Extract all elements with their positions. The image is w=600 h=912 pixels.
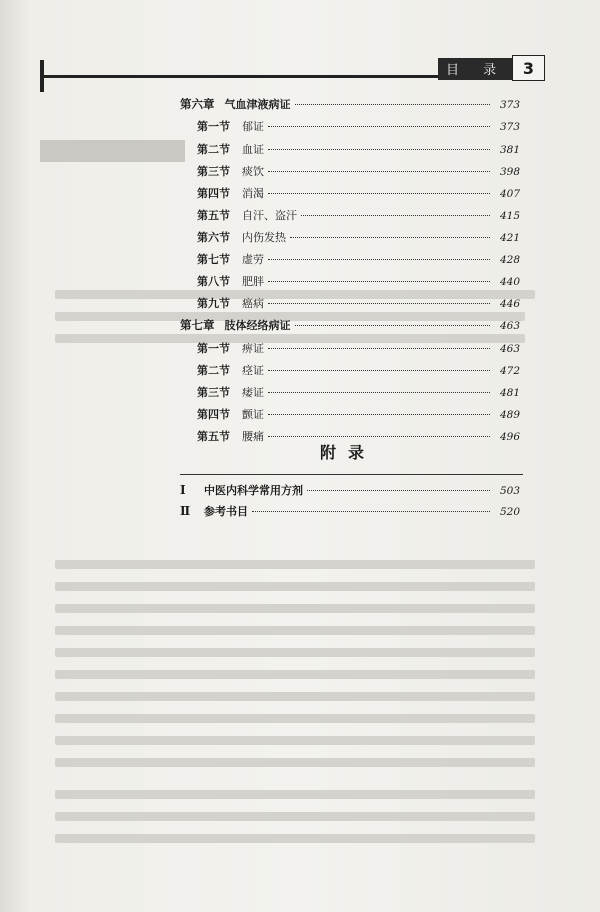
toc-leader-dots <box>301 215 490 216</box>
toc-entry-number: 第四节 <box>197 408 230 421</box>
toc-entry-number: 第一节 <box>197 120 230 133</box>
toc-section-row <box>180 207 520 227</box>
toc-entry-page: 463 <box>499 320 520 332</box>
toc-entry-page: 496 <box>499 431 520 443</box>
toc-leader-dots <box>290 237 490 238</box>
toc-section-row <box>180 141 520 161</box>
toc-entry-page: 481 <box>499 387 520 399</box>
toc-entry-title: 郁证 <box>242 120 264 133</box>
toc-entry-number: 第一节 <box>197 342 230 355</box>
toc-entry-page: 398 <box>499 166 520 178</box>
toc-entry-number: 第七节 <box>197 253 230 266</box>
toc-leader-dots <box>268 171 490 172</box>
toc-section-row <box>180 406 520 426</box>
toc-section-row <box>180 185 520 205</box>
show-through-line <box>55 692 535 701</box>
toc-entry-title: 肢体经络病证 <box>224 319 291 332</box>
toc-leader-dots <box>268 414 490 415</box>
show-through-line <box>55 758 535 767</box>
toc-section-row <box>180 295 520 315</box>
toc-entry-page: 407 <box>499 188 520 200</box>
show-through-line <box>55 834 535 843</box>
show-through-line <box>55 714 535 723</box>
toc-leader-dots <box>268 392 490 393</box>
toc-leader-dots <box>268 370 490 371</box>
toc-chapter-row <box>180 96 520 116</box>
toc-entry-title: 肥胖 <box>242 275 264 288</box>
appendix-entry-number: Ⅰ <box>180 483 186 497</box>
show-through-line <box>55 670 535 679</box>
toc-leader-dots <box>268 193 490 194</box>
appendix-row <box>180 482 520 502</box>
toc-entry-page: 446 <box>499 298 520 310</box>
toc-section-row <box>180 163 520 183</box>
toc-entry-number: 第二节 <box>197 364 230 377</box>
appendix-leader-dots <box>252 511 490 512</box>
toc-entry-title: 颤证 <box>242 408 264 421</box>
toc-entry-title: 气血津液病证 <box>224 98 291 111</box>
show-through-line <box>55 812 535 821</box>
toc-entry-number: 第六节 <box>197 231 230 244</box>
toc-entry-number: 第三节 <box>197 386 230 399</box>
toc-entry-page: 373 <box>499 121 520 133</box>
page-number: 3 <box>512 55 545 81</box>
appendix-leader-dots <box>307 490 490 491</box>
appendix-entry-title: 参考书目 <box>204 505 248 518</box>
toc-entry-page: 373 <box>499 99 520 111</box>
appendix-entry-title: 中医内科学常用方剂 <box>204 484 303 497</box>
toc-entry-page: 381 <box>499 144 520 156</box>
toc-entry-page: 428 <box>499 254 520 266</box>
show-through-line <box>55 560 535 569</box>
toc-entry-page: 421 <box>499 232 520 244</box>
show-through-line <box>55 648 535 657</box>
appendix-entry-page: 520 <box>499 506 520 518</box>
header-label: 目 录 <box>446 63 507 78</box>
toc-section-row <box>180 362 520 382</box>
toc-entry-title: 癌病 <box>242 297 264 310</box>
toc-leader-dots <box>295 325 491 326</box>
toc-entry-title: 血证 <box>242 143 264 156</box>
toc-section-row <box>180 229 520 249</box>
appendix-entry-page: 503 <box>499 485 520 497</box>
toc-entry-number: 第五节 <box>197 430 230 443</box>
toc-entry-page: 415 <box>499 210 520 222</box>
toc-section-row <box>180 118 520 138</box>
toc-entry-page: 472 <box>499 365 520 377</box>
toc-entry-number: 第二节 <box>197 143 230 156</box>
toc-leader-dots <box>295 104 491 105</box>
toc-entry-number: 第四节 <box>197 187 230 200</box>
toc-entry-number: 第六章 <box>180 97 215 111</box>
toc-entry-page: 440 <box>499 276 520 288</box>
toc-entry-page: 463 <box>499 343 520 355</box>
toc-leader-dots <box>268 436 490 437</box>
appendix-entry-number: Ⅱ <box>180 504 191 518</box>
toc-section-row <box>180 251 520 271</box>
toc-leader-dots <box>268 149 490 150</box>
toc-entry-number: 第八节 <box>197 275 230 288</box>
show-through-line <box>55 604 535 613</box>
toc-chapter-row <box>180 317 520 337</box>
toc-entry-number: 第七章 <box>180 318 215 332</box>
toc-entry-page: 489 <box>499 409 520 421</box>
toc-entry-title: 自汗、盗汗 <box>242 209 297 222</box>
toc-section-row <box>180 384 520 404</box>
toc-entry-title: 消渴 <box>242 187 264 200</box>
show-through-line <box>55 790 535 799</box>
toc-leader-dots <box>268 126 490 127</box>
toc-section-row <box>180 273 520 293</box>
toc-entry-title: 腰痛 <box>242 430 264 443</box>
appendix-row <box>180 503 520 523</box>
toc-entry-number: 第五节 <box>197 209 230 222</box>
toc-entry-title: 痹证 <box>242 342 264 355</box>
toc-entry-title: 痉证 <box>242 364 264 377</box>
toc-entry-number: 第九节 <box>197 297 230 310</box>
toc-leader-dots <box>268 348 490 349</box>
show-through-line <box>55 736 535 745</box>
toc-section-row <box>180 340 520 360</box>
appendix-heading: 附录 <box>320 443 377 462</box>
toc-entry-title: 内伤发热 <box>242 231 286 244</box>
toc-leader-dots <box>268 281 490 282</box>
show-through-line <box>55 626 535 635</box>
toc-entry-title: 痿证 <box>242 386 264 399</box>
appendix-top-rule <box>180 474 523 475</box>
show-through-band <box>40 140 185 162</box>
toc-entry-number: 第三节 <box>197 165 230 178</box>
toc-leader-dots <box>268 303 490 304</box>
show-through-line <box>55 582 535 591</box>
toc-entry-title: 虚劳 <box>242 253 264 266</box>
toc-entry-title: 痰饮 <box>242 165 264 178</box>
toc-leader-dots <box>268 259 490 260</box>
